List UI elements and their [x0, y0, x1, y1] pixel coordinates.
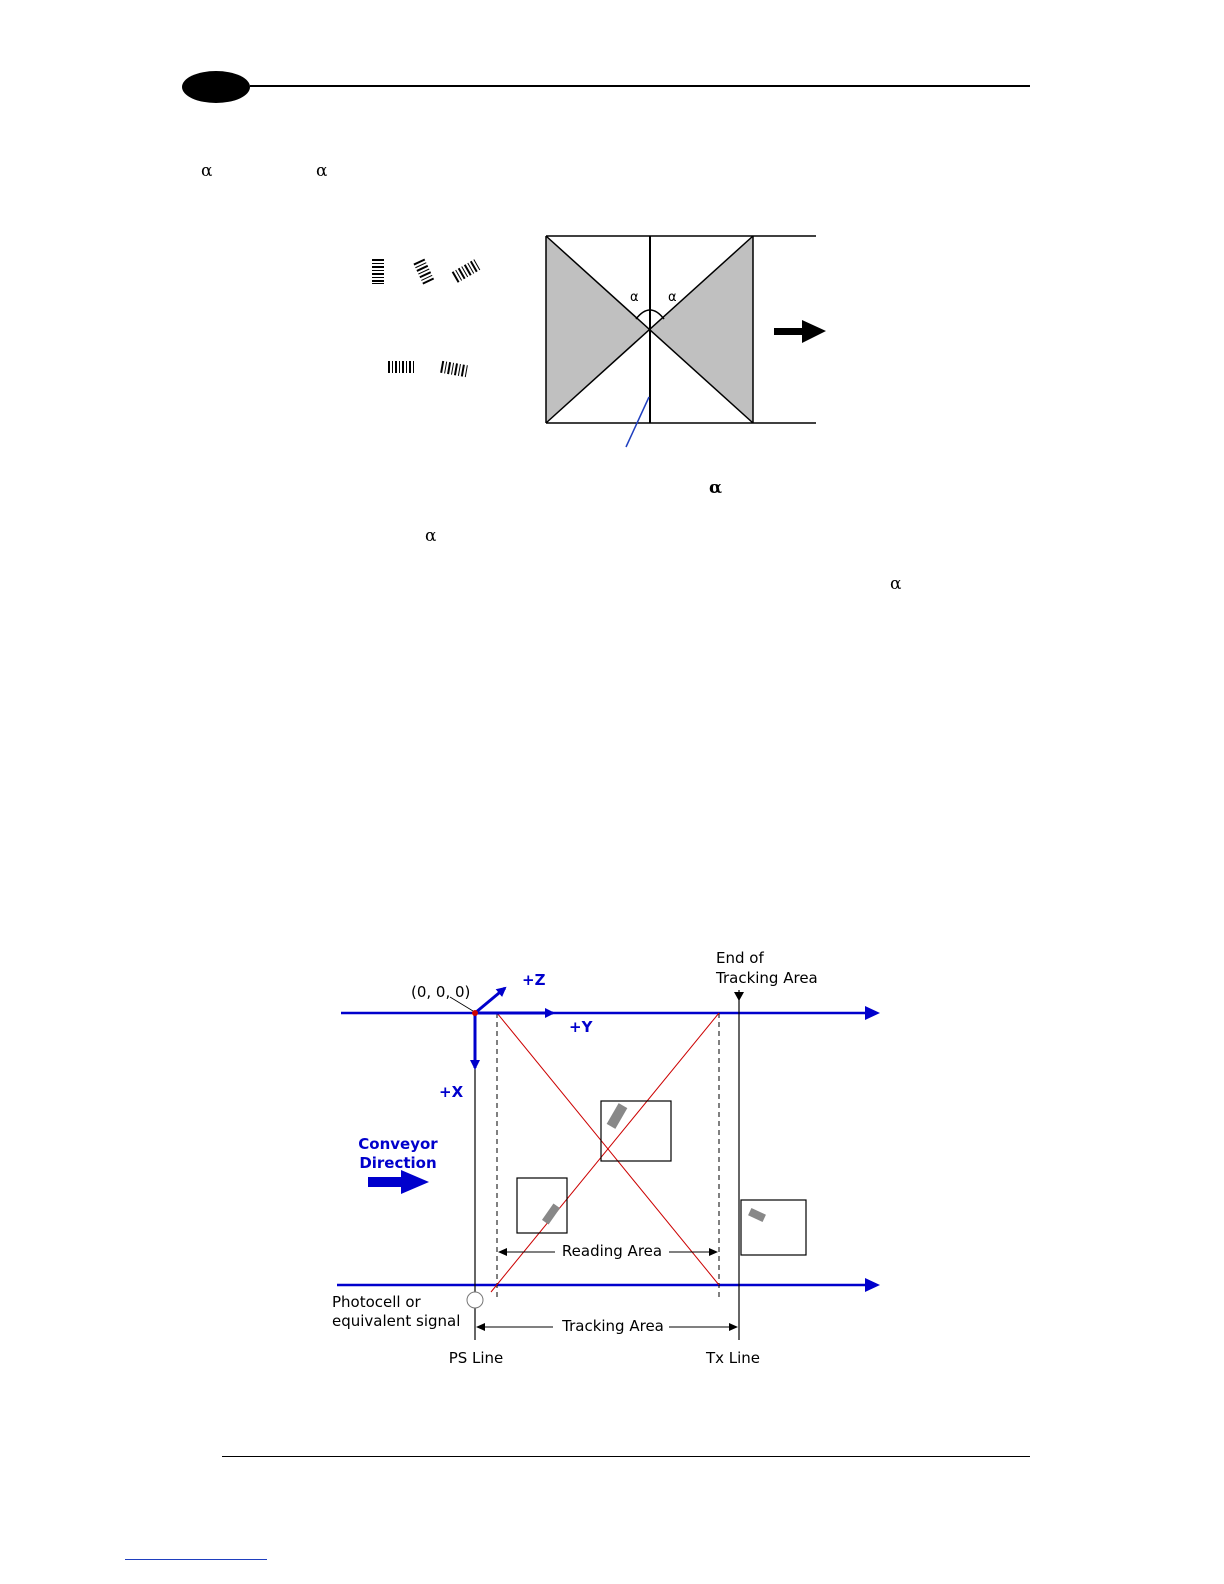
barcode-icon: [440, 361, 468, 377]
origin-label: (0, 0, 0): [411, 983, 471, 1001]
barcode-icon: [372, 259, 384, 285]
alpha-symbol: α: [890, 574, 902, 594]
scan-area-diagram: [546, 236, 816, 447]
photocell-label-1: Photocell or: [332, 1293, 421, 1311]
tx-line-label: Tx Line: [705, 1349, 761, 1367]
alpha-symbol: α: [201, 161, 213, 181]
axis-z-label: +Z: [522, 971, 546, 989]
photocell-icon: [467, 1292, 483, 1308]
axis-y-label: +Y: [569, 1018, 593, 1036]
barcode-icon: [452, 259, 481, 282]
end-tracking-label-2: Tracking Area: [716, 969, 818, 987]
chapter-badge: [182, 71, 250, 103]
conveyor-label-1: Conveyor: [358, 1135, 438, 1153]
alpha-symbol: α: [709, 478, 723, 498]
direction-arrow-icon: [774, 320, 826, 343]
marker-icon: [734, 992, 744, 1001]
footer-rule: [222, 1456, 1030, 1457]
barcode-icon: [413, 259, 434, 285]
conveyor-label-2: Direction: [359, 1154, 437, 1172]
conveyor-direction-arrow-icon: [368, 1170, 429, 1194]
scan-angle-figure: [360, 225, 840, 455]
ps-line-label: PS Line: [448, 1349, 504, 1367]
end-tracking-label-1: End of: [716, 949, 764, 967]
footer-link-underline: [125, 1559, 267, 1560]
alpha-symbol: α: [425, 526, 437, 546]
header-rule: [250, 85, 1030, 87]
parcel: [601, 1101, 671, 1161]
alpha-symbol: α: [316, 161, 328, 181]
parcel: [517, 1178, 567, 1233]
arrow-head-icon: [865, 1278, 880, 1292]
tracking-area-figure: [325, 940, 895, 1380]
z-axis-arrow: [475, 988, 505, 1013]
alpha-label-right: α: [668, 290, 677, 305]
alpha-label-left: α: [630, 290, 639, 305]
tracking-area-label: Tracking Area: [562, 1317, 664, 1335]
barcode-icon: [388, 361, 414, 373]
arrow-head-icon: [865, 1006, 880, 1020]
callout-line: [626, 397, 649, 447]
parcel: [741, 1200, 806, 1255]
axis-x-label: +X: [439, 1083, 464, 1101]
photocell-label-2: equivalent signal: [332, 1312, 461, 1330]
reading-area-label: Reading Area: [561, 1242, 663, 1260]
